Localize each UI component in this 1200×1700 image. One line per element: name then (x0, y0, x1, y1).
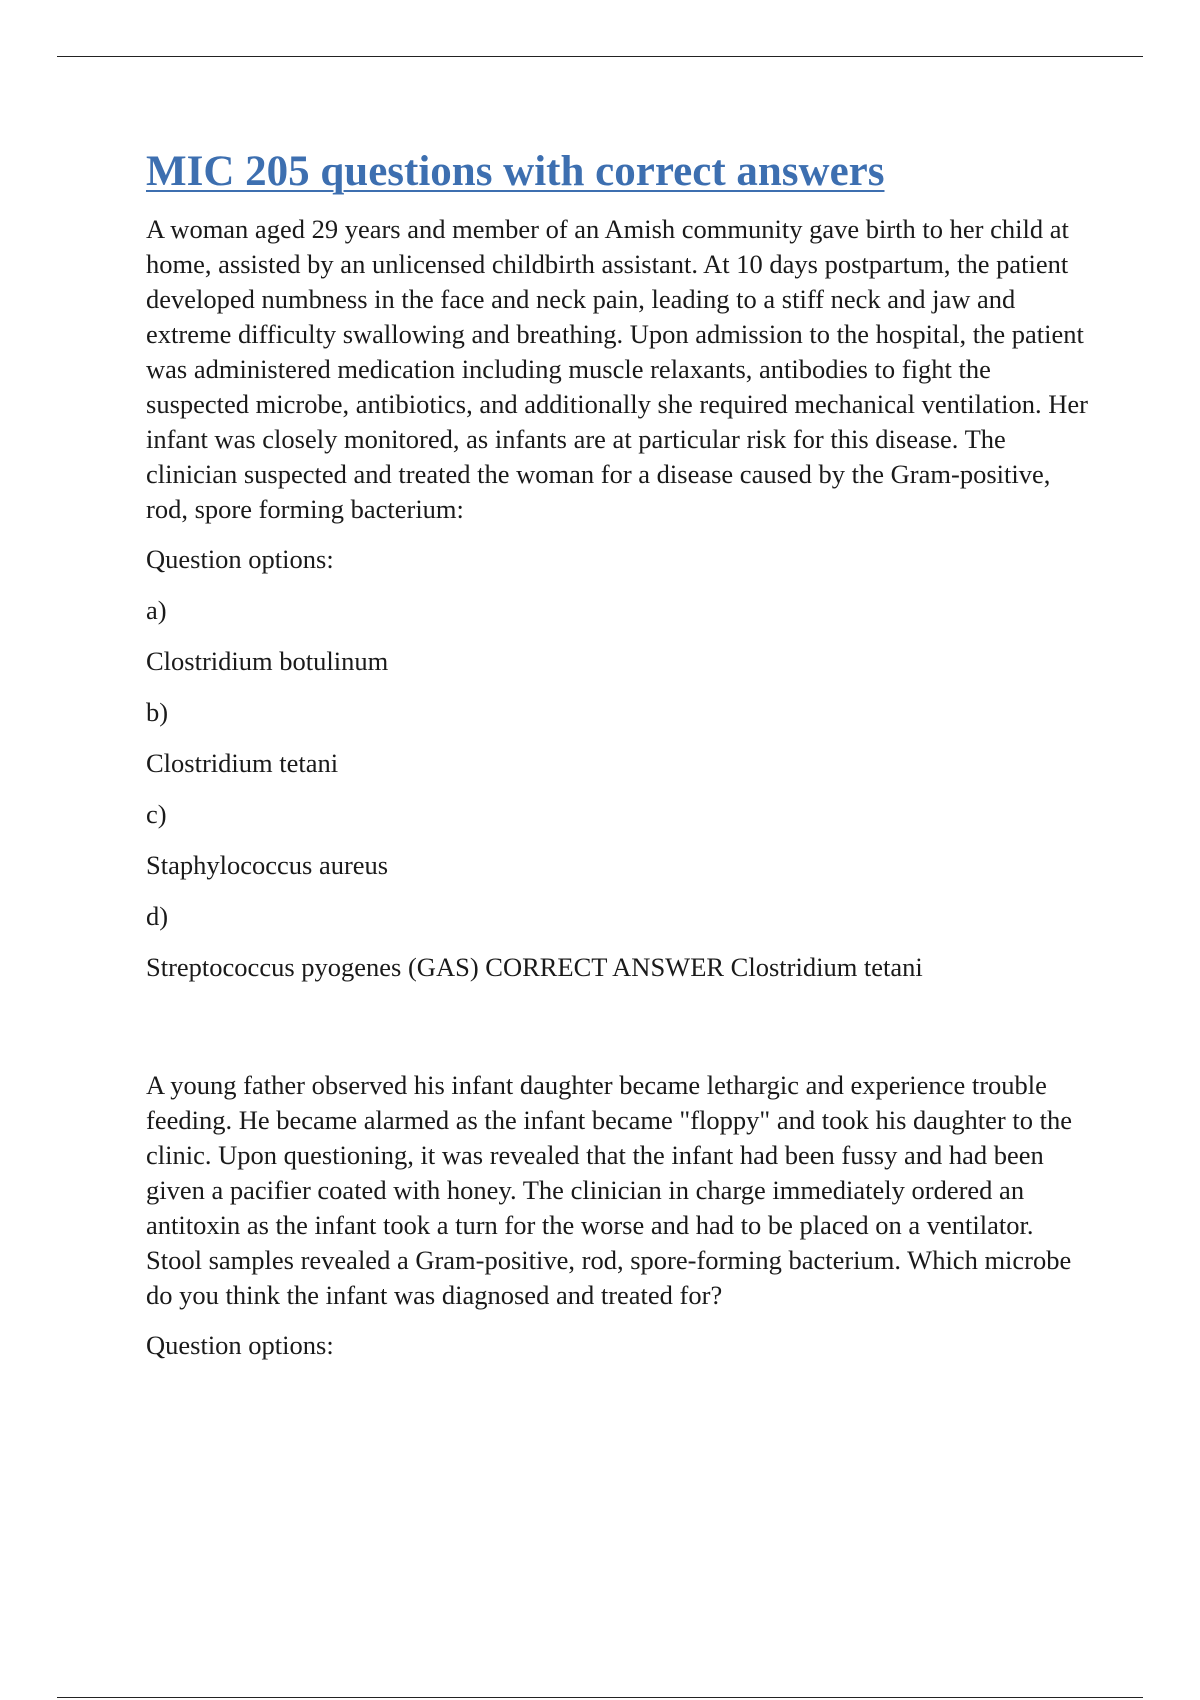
option-b-text: Clostridium tetani (146, 748, 339, 778)
option-d-text: Streptococcus pyogenes (GAS) CORRECT ANSWER Clostridium tetani (146, 952, 923, 982)
page-bottom-rule (57, 1697, 1143, 1698)
option-a-letter: a) (146, 595, 167, 625)
option-c-letter: c) (146, 799, 167, 829)
question-1-text: A woman aged 29 years and member of an Amish community gave birth to her child at home, assisted by an unlicensed childbirth assistant. At 10 days postpartum, the patient developed numbness in the face and neck pain, leading to a stiff neck and jaw and extreme difficulty swallowing and breathing. Upon admission to the hospital, the patient was administered medication including muscle relaxants, antibodies to fight the suspected microbe, antibiotics, and additionally she required mechanical ventilation. Her infant was closely monitored, as infants are at particular risk for this disease. The clinician suspected and treated the woman for a disease caused by the Gram-positive, rod, spore forming bacterium: (146, 214, 1088, 524)
question-2-text: A young father observed his infant daughter became lethargic and experience trouble feeding. He became alarmed as the infant became "floppy" and took his daughter to the clinic. Upon questioning, it was revealed that the infant had been fussy and had been given a pacifier coated with honey. The clinician in charge immediately ordered an antitoxin as the infant took a turn for the worse and had to be placed on a ventilator. Stool samples revealed a Gram-positive, rod, spore-forming bacterium. Which microbe do you think the infant was diagnosed and treated for? (146, 1070, 1072, 1310)
question-block-2 (146, 1068, 1096, 1363)
option-b-letter: b) (146, 697, 169, 727)
option-c-text: Staphylococcus aureus (146, 850, 389, 880)
question-spacer (146, 1001, 1096, 1068)
question-2-options-label: Question options: (146, 1330, 334, 1360)
page-content (146, 142, 1096, 1379)
option-a-text: Clostridium botulinum (146, 646, 389, 676)
question-1-options-label: Question options: (146, 544, 334, 574)
question-block-1 (146, 212, 1096, 985)
document-title: MIC 205 questions with correct answers (146, 148, 885, 195)
page-top-rule (57, 56, 1143, 57)
option-d-letter: d) (146, 901, 169, 931)
